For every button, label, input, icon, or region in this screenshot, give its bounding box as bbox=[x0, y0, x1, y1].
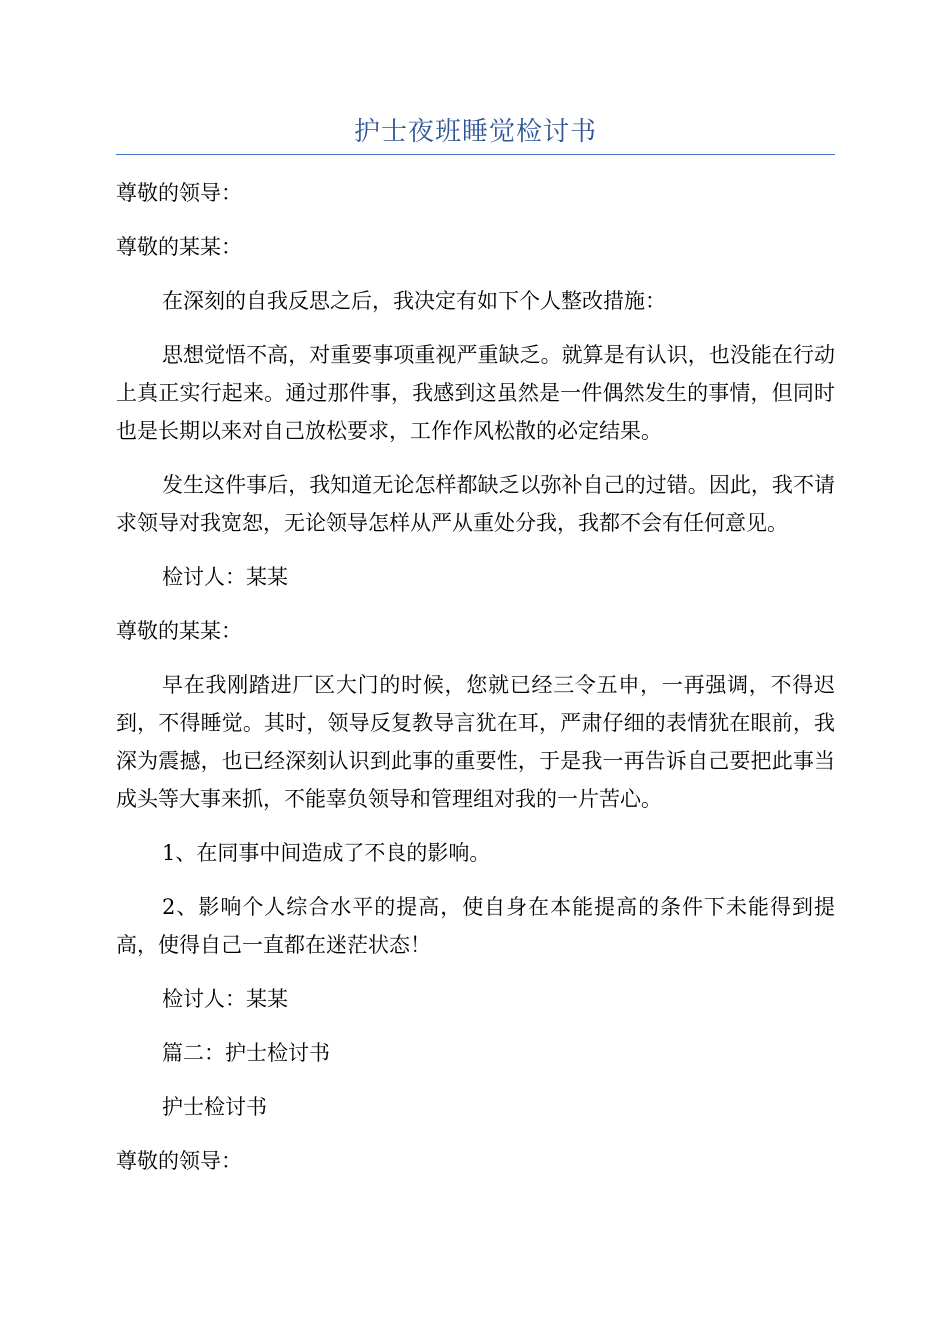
document-title: 护士夜班睡觉检讨书 bbox=[353, 117, 597, 147]
title-underline bbox=[116, 154, 835, 155]
signature-line: 检讨人：某某 bbox=[162, 987, 288, 1011]
paragraph: 在深刻的自我反思之后，我决定有如下个人整改措施： bbox=[162, 289, 666, 313]
section-title: 护士检讨书 bbox=[162, 1095, 267, 1119]
paragraph: 发生这件事后，我知道无论怎样都缺乏以弥补自己的过错。因此，我不请求领导对我宽恕，无论领导怎样从严从重处分我，我都不会有任何意见。 bbox=[116, 473, 835, 535]
paragraph: 尊敬的某某： bbox=[116, 619, 242, 643]
signature-line: 检讨人：某某 bbox=[162, 565, 288, 589]
paragraph: 早在我刚踏进厂区大门的时候，您就已经三令五申，一再强调，不得迟到，不得睡觉。其时，领导反复教导言犹在耳，严肃仔细的表情犹在眼前，我深为震撼，也已经深刻认识到此事的重要性，于是我一再告诉自己要把此事当成头等大事来抓，不能辜负领导和管理组对我的一片苦心。 bbox=[116, 673, 835, 811]
document-body bbox=[116, 174, 835, 1196]
paragraph: 尊敬的领导： bbox=[116, 1149, 242, 1173]
paragraph: 尊敬的领导： bbox=[116, 181, 242, 205]
list-item: 1、在同事中间造成了不良的影响。 bbox=[162, 841, 491, 865]
section-heading: 篇二：护士检讨书 bbox=[162, 1041, 330, 1065]
paragraph: 思想觉悟不高，对重要事项重视严重缺乏。就算是有认识，也没能在行动上真正实行起来。通过那件事，我感到这虽然是一件偶然发生的事情，但同时也是长期以来对自己放松要求，工作作风松散的必定结果。 bbox=[116, 343, 835, 443]
paragraph: 尊敬的某某： bbox=[116, 235, 242, 259]
list-item: 2、影响个人综合水平的提高，使自身在本能提高的条件下未能得到提高，使得自己一直都在迷茫状态！ bbox=[116, 895, 835, 957]
